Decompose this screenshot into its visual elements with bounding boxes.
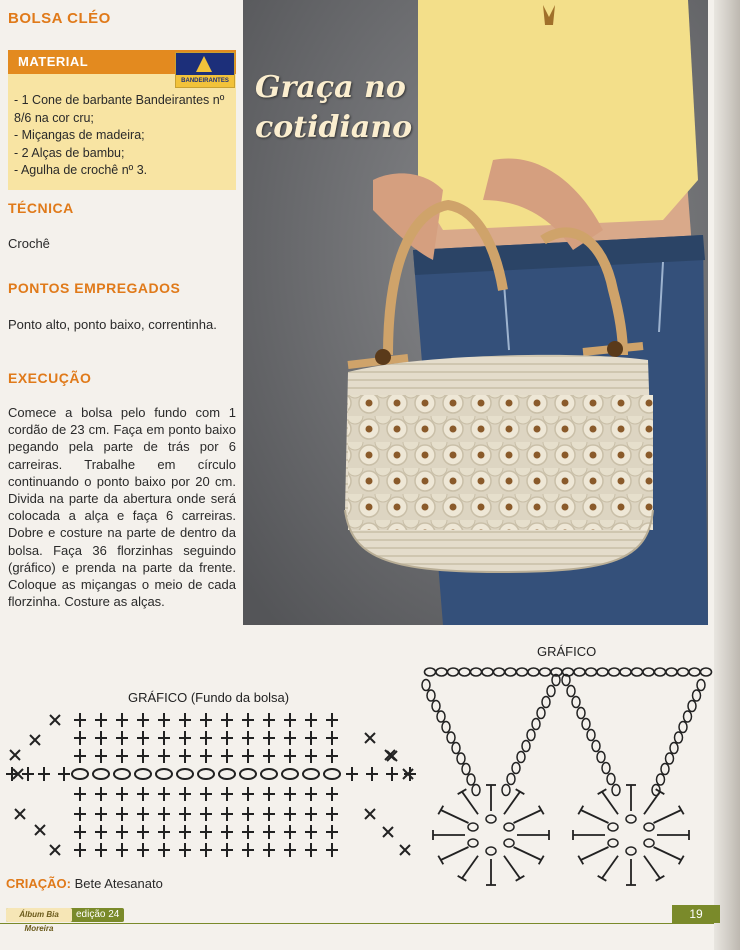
page-title: BOLSA CLÉO xyxy=(8,10,111,27)
chain-mark xyxy=(607,774,615,785)
stitch-mark xyxy=(386,767,398,781)
stitch-mark xyxy=(200,807,212,821)
stitch-mark xyxy=(305,713,317,727)
stitch-mark xyxy=(6,767,18,781)
chain-mark xyxy=(620,668,631,676)
stitch-mark xyxy=(158,731,170,745)
stitch-mark xyxy=(30,735,40,745)
stitch-mark xyxy=(158,825,170,839)
chain-mark xyxy=(482,668,493,676)
stitch-mark xyxy=(179,787,191,801)
stitch-mark xyxy=(602,856,618,879)
stitch-mark xyxy=(200,825,212,839)
stitch-mark xyxy=(74,843,86,857)
stitch-mark xyxy=(581,810,609,823)
stitch-mark xyxy=(242,749,254,763)
chain-mark xyxy=(597,668,608,676)
stitch-mark xyxy=(263,731,275,745)
stitch-mark xyxy=(242,807,254,821)
chain-mark xyxy=(303,769,319,779)
chain-mark xyxy=(177,769,193,779)
stitch-mark xyxy=(50,845,60,855)
stitch-mark xyxy=(263,807,275,821)
stitch-mark xyxy=(514,810,542,823)
chain-mark xyxy=(324,769,340,779)
stitch-mark xyxy=(179,807,191,821)
chain-mark xyxy=(528,668,539,676)
stitch-mark xyxy=(221,843,233,857)
tecnica-text: Crochê xyxy=(8,236,50,251)
stitch-mark xyxy=(179,749,191,763)
stitch-mark xyxy=(305,787,317,801)
chain-mark xyxy=(135,769,151,779)
stitch-mark xyxy=(284,787,296,801)
stitch-mark xyxy=(221,787,233,801)
pontos-heading: PONTOS EMPREGADOS xyxy=(8,280,181,296)
chain-mark xyxy=(547,686,555,697)
stitch-mark xyxy=(365,809,375,819)
footer-divider xyxy=(0,923,714,924)
chain-mark xyxy=(586,668,597,676)
material-list xyxy=(14,92,234,180)
stitch-mark xyxy=(116,749,128,763)
stitch-mark xyxy=(654,810,682,823)
chain-mark xyxy=(468,823,478,831)
stitch-mark xyxy=(95,825,107,839)
chain-mark xyxy=(462,764,470,775)
chain-mark xyxy=(675,732,683,743)
chain-mark xyxy=(93,769,109,779)
chain-mark xyxy=(504,823,514,831)
logo-mark-icon xyxy=(196,56,212,72)
stitch-mark xyxy=(158,787,170,801)
chain-mark xyxy=(679,722,687,733)
stitch-mark xyxy=(137,825,149,839)
photo-title-line1: Graça no xyxy=(255,70,406,105)
stitch-mark xyxy=(74,787,86,801)
page-number: 19 xyxy=(672,905,720,923)
chain-mark xyxy=(574,668,585,676)
diagram-right-label: GRÁFICO xyxy=(537,644,597,659)
stitch-mark xyxy=(242,825,254,839)
stitch-mark xyxy=(654,847,682,860)
chain-mark xyxy=(567,686,575,697)
bottom-chart-diagram xyxy=(0,710,430,875)
chain-mark xyxy=(602,763,610,774)
chain-mark xyxy=(486,815,496,823)
stitch-mark xyxy=(305,843,317,857)
stitch-mark xyxy=(504,856,520,879)
chain-mark xyxy=(432,701,440,712)
chain-mark xyxy=(577,708,585,719)
stitch-mark xyxy=(516,789,525,794)
chain-mark xyxy=(467,774,475,785)
bandeirantes-logo xyxy=(175,52,235,88)
stitch-mark xyxy=(284,843,296,857)
chain-mark xyxy=(448,668,459,676)
material-item: - Miçangas de madeira; xyxy=(14,128,145,142)
stitch-mark xyxy=(74,825,86,839)
chain-mark xyxy=(701,668,712,676)
stitch-mark xyxy=(644,792,660,815)
stitch-mark xyxy=(404,767,416,781)
stitch-mark xyxy=(179,825,191,839)
chain-mark xyxy=(670,743,678,754)
chain-mark xyxy=(517,752,525,763)
stitch-mark xyxy=(263,749,275,763)
stitch-mark xyxy=(221,749,233,763)
stitch-mark xyxy=(137,731,149,745)
chain-mark xyxy=(626,847,636,855)
product-photo xyxy=(243,0,708,625)
chain-mark xyxy=(609,668,620,676)
footer-brand: Álbum Bia Moreira xyxy=(6,908,72,922)
chain-mark xyxy=(678,668,689,676)
stitch-mark xyxy=(365,733,375,743)
photo-title xyxy=(255,68,455,148)
flower-chart-diagram xyxy=(416,660,716,900)
chain-mark xyxy=(517,668,528,676)
stitch-mark xyxy=(221,825,233,839)
diagram-left-label: GRÁFICO (Fundo da bolsa) xyxy=(128,690,290,705)
stitch-mark xyxy=(305,825,317,839)
stitch-mark xyxy=(458,789,467,794)
chain-mark xyxy=(537,708,545,719)
stitch-mark xyxy=(656,876,665,881)
chain-mark xyxy=(643,668,654,676)
chain-mark xyxy=(436,668,447,676)
stitch-mark xyxy=(284,731,296,745)
chain-mark xyxy=(655,668,666,676)
stitch-mark xyxy=(462,856,478,879)
stitch-mark xyxy=(10,750,20,760)
stitch-mark xyxy=(200,731,212,745)
stitch-mark xyxy=(284,825,296,839)
stitch-mark xyxy=(137,807,149,821)
stitch-mark xyxy=(346,767,358,781)
stitch-mark xyxy=(116,787,128,801)
stitch-mark xyxy=(74,713,86,727)
chain-mark xyxy=(697,680,705,691)
stitch-mark xyxy=(58,767,70,781)
chain-mark xyxy=(494,668,505,676)
stitch-mark xyxy=(116,843,128,857)
stitch-mark xyxy=(200,713,212,727)
stitch-mark xyxy=(516,876,525,881)
chain-mark xyxy=(72,769,88,779)
stitch-mark xyxy=(179,843,191,857)
chain-mark xyxy=(457,753,465,764)
stitch-mark xyxy=(116,713,128,727)
chain-mark xyxy=(114,769,130,779)
stitch-mark xyxy=(22,767,34,781)
chain-mark xyxy=(442,722,450,733)
stitch-mark xyxy=(74,807,86,821)
stitch-mark xyxy=(581,847,609,860)
stitch-mark xyxy=(326,825,338,839)
stitch-mark xyxy=(74,731,86,745)
stitch-mark xyxy=(95,843,107,857)
stitch-mark xyxy=(441,847,469,860)
chain-mark xyxy=(425,668,436,676)
stitch-mark xyxy=(35,825,45,835)
chain-mark xyxy=(505,668,516,676)
stitch-mark xyxy=(242,731,254,745)
stitch-mark xyxy=(200,749,212,763)
footer-edition: edição 24 xyxy=(76,909,120,920)
chain-mark xyxy=(644,839,654,847)
stitch-mark xyxy=(326,843,338,857)
scan-edge xyxy=(714,0,740,950)
chain-mark xyxy=(427,690,435,701)
chain-mark xyxy=(608,839,618,847)
chain-mark xyxy=(608,823,618,831)
chain-mark xyxy=(693,690,701,701)
chain-mark xyxy=(644,823,654,831)
stitch-mark xyxy=(644,856,660,879)
chain-mark xyxy=(592,741,600,752)
chain-mark xyxy=(632,668,643,676)
chain-mark xyxy=(688,701,696,712)
stitch-mark xyxy=(15,809,25,819)
stitch-mark xyxy=(95,731,107,745)
chain-mark xyxy=(626,815,636,823)
footer-logo xyxy=(6,908,124,933)
stitch-mark xyxy=(263,825,275,839)
stitch-mark xyxy=(326,731,338,745)
stitch-mark xyxy=(305,749,317,763)
stitch-mark xyxy=(441,810,469,823)
stitch-mark xyxy=(326,713,338,727)
material-box xyxy=(8,50,236,190)
stitch-mark xyxy=(221,713,233,727)
material-heading: MATERIAL xyxy=(18,54,89,69)
stitch-mark xyxy=(158,749,170,763)
execucao-text: Comece a bolsa pelo fundo com 1 cordão de 23 cm. Faça em ponto baixo pegando pela parte de trás por 6 carreiras. Trabalhe em círculo continuando o ponto baixo por 20 cm. Divida na parte da abertura onde será colocada a alça e faça 6 carreiras. Dobre e costure na parte de dentro da bolsa. Faça 36 florzinhas seguindo (gráfico) e prenda na parte da frente. Coloque as miçangas o meio de cada florzinha. Costure as alças. xyxy=(8,405,236,610)
stitch-mark xyxy=(598,789,607,794)
chain-mark xyxy=(504,839,514,847)
execucao-heading: EXECUÇÃO xyxy=(8,370,92,386)
stitch-mark xyxy=(158,843,170,857)
chain-mark xyxy=(684,711,692,722)
stitch-mark xyxy=(200,843,212,857)
stitch-mark xyxy=(158,807,170,821)
chain-mark xyxy=(198,769,214,779)
stitch-mark xyxy=(50,715,60,725)
chain-mark xyxy=(472,785,480,796)
stitch-mark xyxy=(242,787,254,801)
stitch-mark xyxy=(242,843,254,857)
stitch-mark xyxy=(116,807,128,821)
chain-mark xyxy=(468,839,478,847)
stitch-mark xyxy=(242,713,254,727)
stitch-mark xyxy=(383,827,393,837)
stitch-mark xyxy=(221,807,233,821)
chain-mark xyxy=(532,719,540,730)
material-item: - 2 Alças de bambu; xyxy=(14,145,125,160)
photo-title-line2: cotidiano xyxy=(255,110,413,145)
chain-mark xyxy=(540,668,551,676)
stitch-mark xyxy=(95,807,107,821)
material-item: - Agulha de crochê nº 3. xyxy=(14,163,148,177)
stitch-mark xyxy=(263,843,275,857)
stitch-mark xyxy=(179,713,191,727)
stitch-mark xyxy=(326,749,338,763)
chain-mark xyxy=(527,730,535,741)
chain-mark xyxy=(661,764,669,775)
stitch-mark xyxy=(284,749,296,763)
stitch-mark xyxy=(179,731,191,745)
chain-mark xyxy=(452,743,460,754)
stitch-mark xyxy=(95,749,107,763)
chain-mark xyxy=(657,774,665,785)
material-item: - 1 Cone de barbante Bandeirantes nº 8/6 na cor cru; xyxy=(14,93,225,125)
chain-mark xyxy=(522,741,530,752)
stitch-mark xyxy=(200,787,212,801)
chain-mark xyxy=(471,668,482,676)
chain-mark xyxy=(512,763,520,774)
stitch-mark xyxy=(263,787,275,801)
chain-mark xyxy=(282,769,298,779)
chain-mark xyxy=(612,785,620,796)
chain-mark xyxy=(542,697,550,708)
chain-mark xyxy=(597,752,605,763)
chain-mark xyxy=(459,668,470,676)
stitch-mark xyxy=(598,876,607,881)
stitch-mark xyxy=(158,713,170,727)
credit xyxy=(6,876,163,891)
chain-mark xyxy=(156,769,172,779)
stitch-mark xyxy=(137,749,149,763)
chain-mark xyxy=(437,711,445,722)
stitch-mark xyxy=(95,787,107,801)
chain-mark xyxy=(447,732,455,743)
stitch-mark xyxy=(326,807,338,821)
stitch-mark xyxy=(284,807,296,821)
stitch-mark xyxy=(95,713,107,727)
credit-key: CRIAÇÃO: xyxy=(6,876,71,891)
pontos-text: Ponto alto, ponto baixo, correntinha. xyxy=(8,317,217,332)
chain-mark xyxy=(219,769,235,779)
chain-mark xyxy=(422,680,430,691)
chain-mark xyxy=(666,668,677,676)
chain-mark xyxy=(502,785,510,796)
stitch-mark xyxy=(366,767,378,781)
stitch-mark xyxy=(326,787,338,801)
chain-mark xyxy=(507,774,515,785)
chain-mark xyxy=(666,753,674,764)
chain-mark xyxy=(261,769,277,779)
stitch-mark xyxy=(458,876,467,881)
logo-text: BANDEIRANTES xyxy=(176,75,234,87)
chain-mark xyxy=(486,847,496,855)
stitch-mark xyxy=(74,749,86,763)
stitch-mark xyxy=(305,731,317,745)
chain-mark xyxy=(689,668,700,676)
stitch-mark xyxy=(116,731,128,745)
tecnica-heading: TÉCNICA xyxy=(8,200,74,216)
credit-value: Bete Atesanato xyxy=(74,876,163,891)
stitch-mark xyxy=(137,787,149,801)
stitch-mark xyxy=(137,713,149,727)
chain-mark xyxy=(240,769,256,779)
stitch-mark xyxy=(284,713,296,727)
stitch-mark xyxy=(137,843,149,857)
stitch-mark xyxy=(263,713,275,727)
stitch-mark xyxy=(305,807,317,821)
chain-mark xyxy=(587,730,595,741)
stitch-mark xyxy=(38,767,50,781)
stitch-mark xyxy=(514,847,542,860)
stitch-mark xyxy=(221,731,233,745)
chain-mark xyxy=(572,697,580,708)
chain-mark xyxy=(582,719,590,730)
stitch-mark xyxy=(400,845,410,855)
stitch-mark xyxy=(116,825,128,839)
